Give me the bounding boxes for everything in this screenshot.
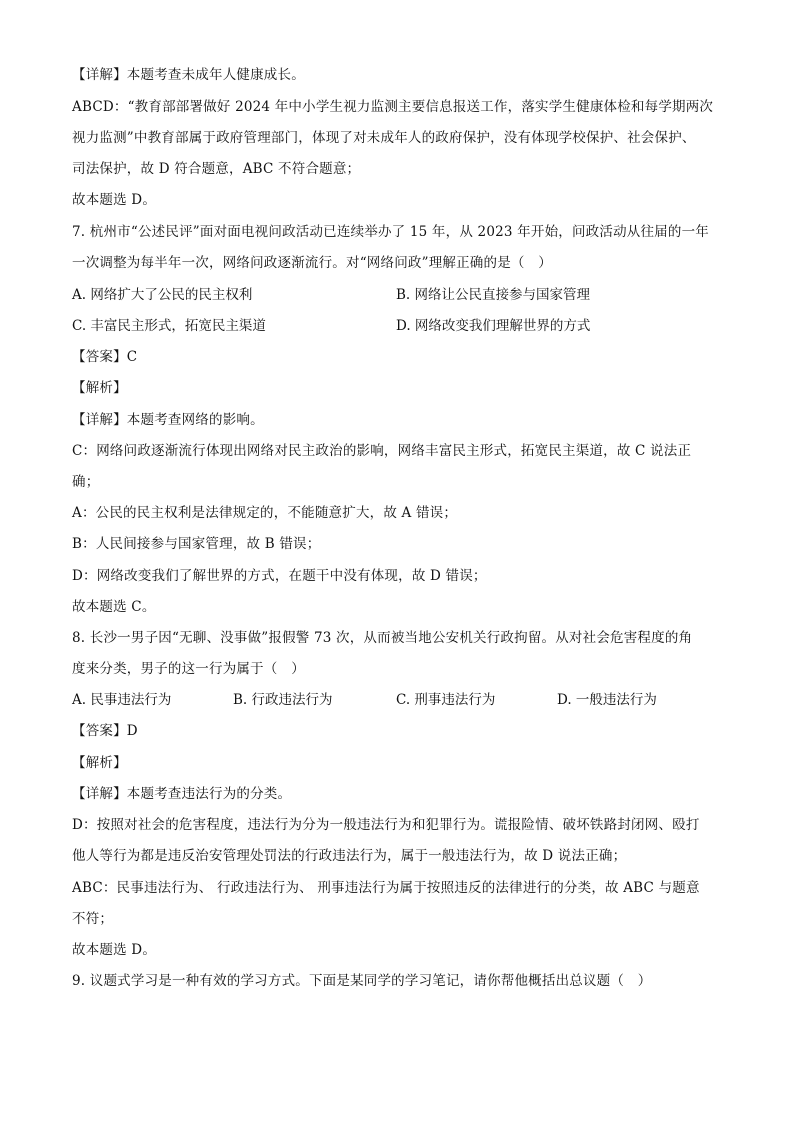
q7-option-a: A. 网络扩大了公民的民主权利 — [72, 287, 253, 303]
text-line: ABCD：“教育部部署做好 2024 年中小学生视力监测主要信息报送工作，落实学生健康体检和每学期两次 — [72, 99, 714, 115]
q7-option-c: C. 丰富民主形式，拓宽民主渠道 — [72, 318, 266, 334]
q7-option-d: D. 网络改变我们理解世界的方式 — [396, 318, 591, 334]
q8-option-d: D. 一般违法行为 — [557, 692, 657, 708]
question-7-stem: 7. 杭州市“公述民评”面对面电视问政活动已连续举办了 15 年，从 2023 年开始，问政活动从往届的一年 — [72, 224, 709, 240]
question-8-stem: 8. 长沙一男子因“无聊、没事做”报假警 73 次，从而被当地公安机关行政拘留。从对社会危害程度的角 — [72, 630, 693, 646]
text-line: ABC：民事违法行为、 行政违法行为、 刑事违法行为属于按照违反的法律进行的分类，故 ABC 与题意 — [72, 880, 700, 896]
question-7-stem: 一次调整为每半年一次，网络问政逐渐流行。对“网络问政”理解正确的是（ ） — [72, 255, 553, 271]
text-line: 司法保护，故 D 符合题意，ABC 不符合题意； — [72, 161, 361, 177]
text-line: 不符； — [72, 911, 114, 927]
analysis-label: 【解析】 — [72, 380, 127, 396]
text-line: 故本题选 C。 — [72, 599, 156, 615]
text-line: 故本题选 D。 — [72, 942, 157, 958]
text-line: 故本题选 D。 — [72, 192, 157, 208]
answer-label: 【答案】C — [72, 349, 138, 365]
text-line: A：公民的民主权利是法律规定的，不能随意扩大，故 A 错误； — [72, 505, 458, 521]
text-line: D：按照对社会的危害程度，违法行为分为一般违法行为和犯罪行为。谎报险情、破坏铁路封闭网、殴打 — [72, 817, 700, 833]
text-line: 确； — [72, 474, 100, 490]
text-line: D：网络改变我们了解世界的方式，在题干中没有体现，故 D 错误； — [72, 568, 487, 584]
text-line: C：网络问政逐渐流行体现出网络对民主政治的影响，网络丰富民主形式，拓宽民主渠道，故 C 说法正 — [72, 443, 692, 459]
q8-option-a: A. 民事违法行为 — [72, 692, 172, 708]
text-line: 他人等行为都是违反治安管理处罚法的行政违法行为，属于一般违法行为，故 D 说法正确； — [72, 848, 627, 864]
text-line: 【详解】本题考查未成年人健康成长。 — [72, 67, 305, 83]
q8-option-c: C. 刑事违法行为 — [396, 692, 496, 708]
q7-option-b: B. 网络让公民直接参与国家管理 — [396, 287, 591, 303]
q8-option-b: B. 行政违法行为 — [233, 692, 333, 708]
question-9-stem: 9. 议题式学习是一种有效的学习方式。下面是某同学的学习笔记，请你帮他概括出总议题（ ） — [72, 973, 652, 989]
analysis-label: 【解析】 — [72, 755, 127, 771]
text-line: 视力监测”中教育部属于政府管理部门，体现了对未成年人的政府保护，没有体现学校保护、社会保护、 — [72, 130, 696, 146]
answer-label: 【答案】D — [72, 723, 138, 739]
text-line: B：人民间接参与国家管理，故 B 错误； — [72, 536, 321, 552]
text-line: 【详解】本题考查违法行为的分类。 — [72, 786, 292, 802]
question-8-stem: 度来分类，男子的这一行为属于（ ） — [72, 661, 305, 677]
text-line: 【详解】本题考查网络的影响。 — [72, 412, 264, 428]
